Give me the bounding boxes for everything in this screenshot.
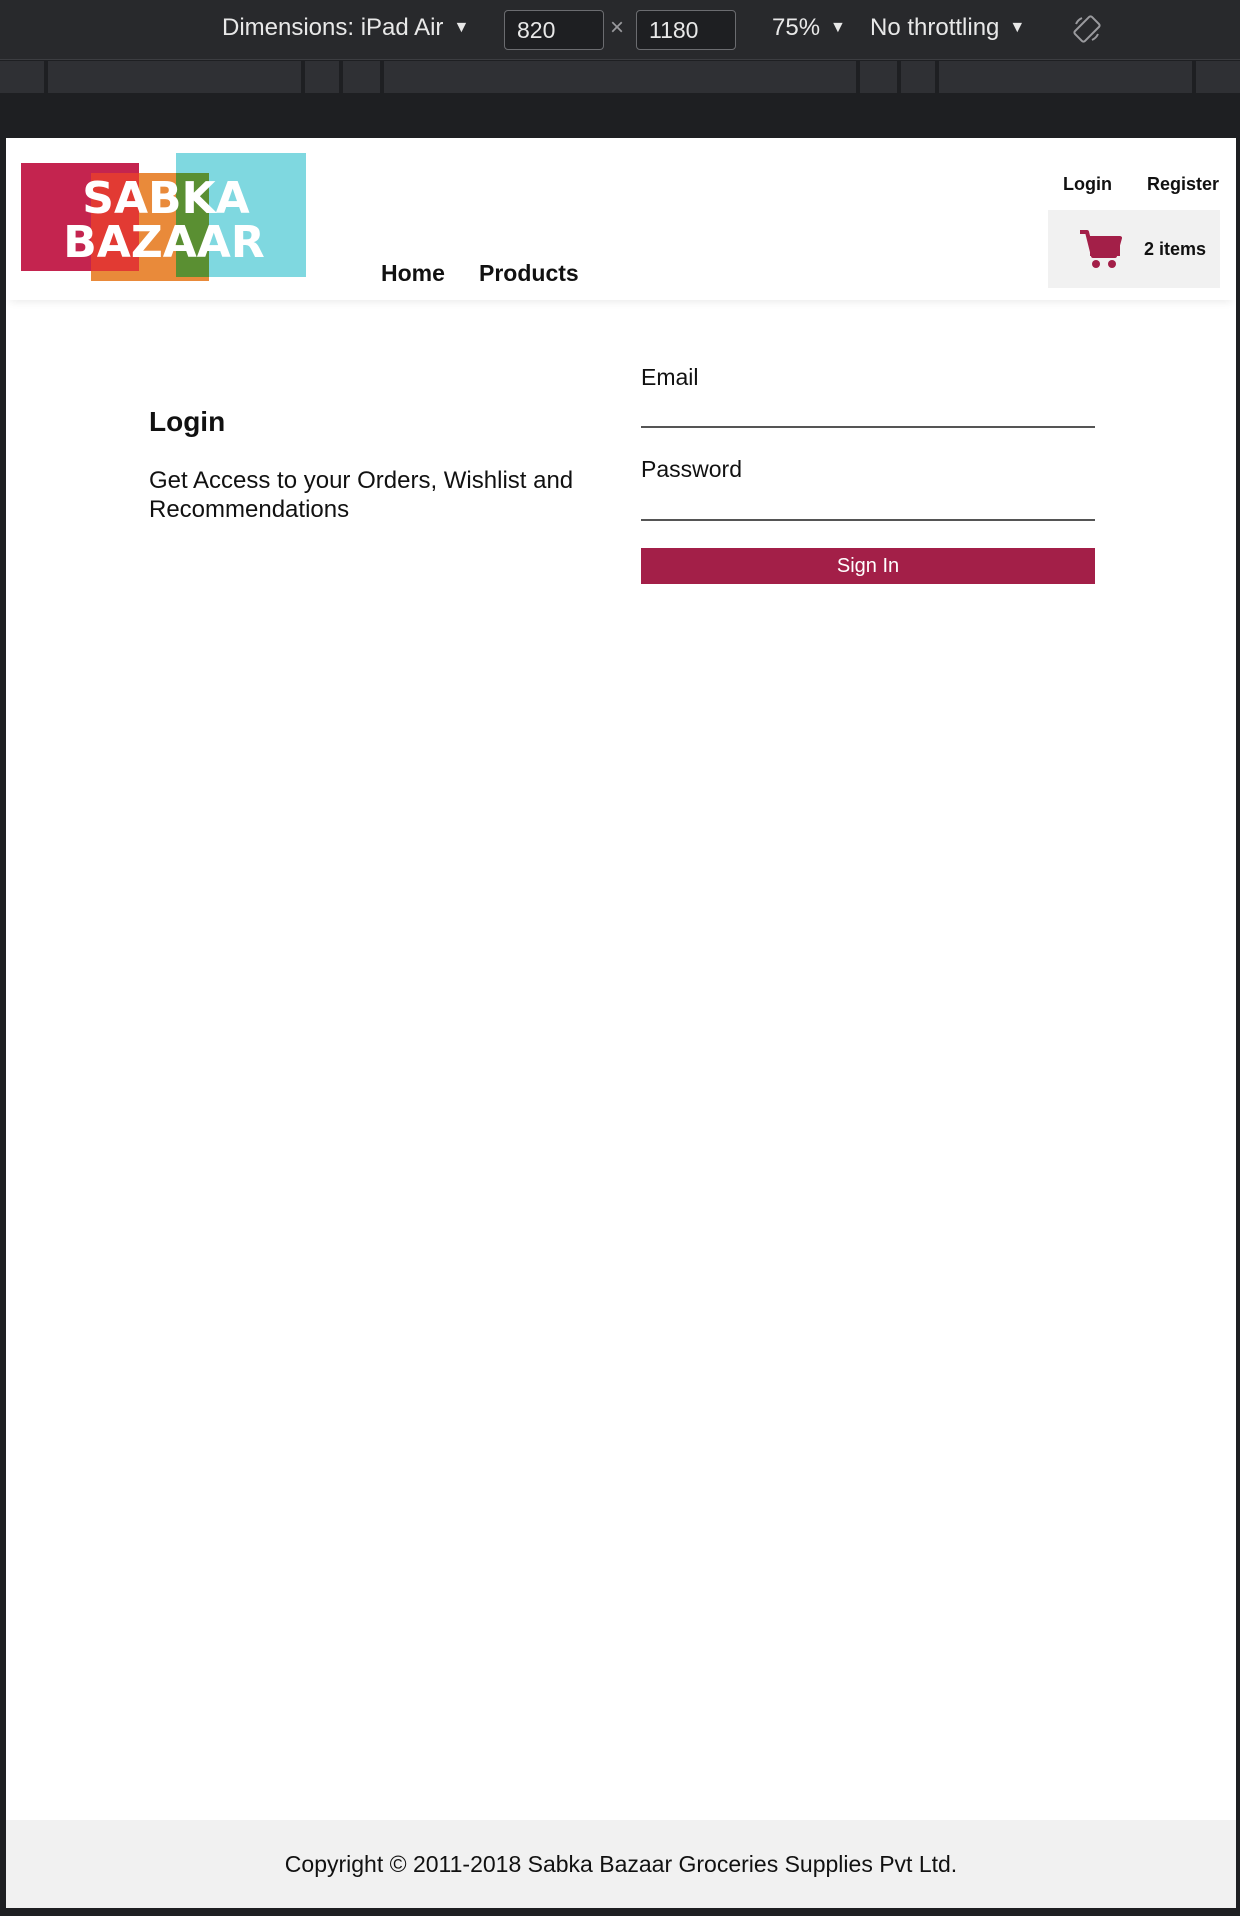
svg-text:BAZAAR: BAZAAR — [63, 217, 265, 268]
site-footer — [6, 1820, 1236, 1908]
login-description: Get Access to your Orders, Wishlist and Recommendations — [149, 467, 574, 523]
email-label: Email — [641, 364, 699, 390]
rotate-icon[interactable] — [1072, 14, 1102, 44]
site-header — [6, 138, 1236, 300]
sign-in-button[interactable]: Sign In — [641, 548, 1095, 584]
svg-text:SABKA: SABKA — [82, 173, 250, 224]
cart-icon — [1078, 228, 1122, 270]
device-dropdown[interactable] — [222, 14, 469, 42]
ruler-segment[interactable] — [901, 61, 935, 93]
register-link[interactable]: Register — [1147, 174, 1220, 194]
page-title: Login — [149, 406, 226, 437]
ruler-segment[interactable] — [0, 61, 44, 93]
cart-button[interactable] — [1048, 210, 1220, 288]
chevron-down-icon: ▼ — [1009, 19, 1026, 36]
throttling-label: No throttling — [870, 14, 1000, 41]
nav-home-link[interactable]: Home — [381, 260, 445, 286]
email-field[interactable] — [641, 394, 1095, 428]
times-icon: × — [610, 14, 625, 41]
copyright-text: Copyright © 2011-2018 Sabka Bazaar Groceries Supplies Pvt Ltd. — [284, 1850, 958, 1877]
ruler-segment[interactable] — [305, 61, 339, 93]
sabka-bazaar-logo[interactable] — [21, 153, 311, 283]
ruler-segment[interactable] — [48, 61, 301, 93]
devtools-device-toolbar — [0, 0, 1240, 60]
chevron-down-icon: ▼ — [453, 19, 470, 36]
zoom-dropdown[interactable] — [772, 14, 846, 42]
login-link[interactable]: Login — [1063, 174, 1112, 194]
nav-products-link[interactable]: Products — [479, 260, 579, 286]
chevron-down-icon: ▼ — [830, 19, 846, 36]
ruler-segment[interactable] — [384, 61, 856, 93]
device-label: Dimensions: iPad Air — [222, 14, 444, 41]
password-label: Password — [641, 456, 742, 482]
ruler-segment[interactable] — [860, 61, 897, 93]
page-viewport — [6, 138, 1236, 1908]
password-field[interactable] — [641, 487, 1095, 521]
height-input[interactable]: 1180 — [636, 10, 736, 50]
ruler-segment[interactable] — [343, 61, 380, 93]
media-query-ruler — [0, 61, 1240, 93]
zoom-label: 75% — [772, 14, 821, 41]
throttling-dropdown[interactable] — [870, 14, 1025, 42]
ruler-segment[interactable] — [1196, 61, 1240, 93]
ruler-segment[interactable] — [939, 61, 1192, 93]
cart-count: 2 items — [1144, 238, 1207, 259]
width-input[interactable]: 820 — [504, 10, 604, 50]
